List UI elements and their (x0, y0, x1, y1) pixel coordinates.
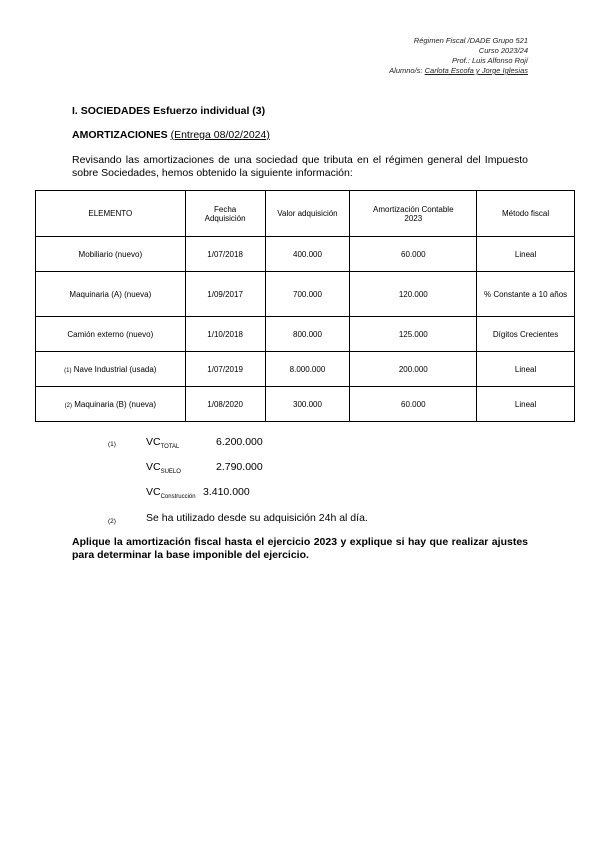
course-group: Régimen Fiscal /DADE Grupo 521 (413, 36, 528, 45)
cell-elemento: Mobiliario (nuevo) (36, 237, 186, 272)
cell-elemento (36, 387, 186, 422)
amortizaciones-label: AMORTIZACIONES (72, 129, 168, 141)
cell-elemento-text: Nave Industrial (usada) (73, 364, 157, 374)
note-2-marker: (2) (108, 518, 116, 525)
assets-table (35, 190, 575, 422)
row-note-marker: (1) (64, 367, 72, 374)
cell-elemento: Maquinaria (A) (nueva) (36, 272, 186, 317)
delivery-date: (Entrega 08/02/2024) (170, 129, 270, 141)
header-elemento: ELEMENTO (36, 191, 186, 237)
row-note-marker: (2) (64, 402, 72, 409)
amortizaciones-heading (72, 129, 270, 141)
cell-valor: 700.000 (265, 272, 350, 317)
cell-metodo: Lineal (477, 352, 575, 387)
vc-suelo-sub: SUELO (160, 469, 181, 475)
note-1-marker: (1) (108, 441, 116, 448)
header-amort-line2: 2023 (404, 213, 423, 223)
table-row (36, 352, 575, 387)
vc-label: VC (146, 436, 161, 448)
professor: Prof.: Luis Alfonso Rojí (451, 56, 528, 65)
exercise-statement: Aplique la amortización fiscal hasta el ejercicio 2023 y explique si hay que realizar ajustes para determinar la base imponible del ejercicio. (72, 536, 528, 561)
vc-suelo-row (146, 461, 181, 475)
cell-elemento (36, 352, 186, 387)
header-amort-line1: Amortización Contable (373, 204, 454, 214)
cell-amortizacion: 125.000 (350, 317, 477, 352)
cell-elemento-text: Maquinaria (B) (nueva) (74, 399, 157, 409)
intro-paragraph: Revisando las amortizaciones de una sociedad que tributa en el régimen general del Impuesto sobre Sociedades, hemos obtenido la siguiente información: (72, 154, 528, 179)
cell-elemento: Camión externo (nuevo) (36, 317, 186, 352)
document-header (389, 36, 528, 76)
vc-total-value: 6.200.000 (216, 436, 263, 448)
cell-metodo: % Constante a 10 años (477, 272, 575, 317)
table-row (36, 317, 575, 352)
vc-construccion-value: 3.410.000 (203, 486, 250, 498)
cell-valor: 800.000 (265, 317, 350, 352)
vc-total-row (146, 436, 179, 450)
header-amortizacion (350, 191, 477, 237)
students (389, 66, 528, 76)
cell-valor: 300.000 (265, 387, 350, 422)
cell-fecha: 1/07/2018 (185, 237, 265, 272)
cell-fecha: 1/08/2020 (185, 387, 265, 422)
students-label: Alumno/s: (389, 66, 425, 75)
note-2-marker-row (108, 514, 116, 526)
table-row (36, 387, 575, 422)
header-fecha-line1: Fecha (213, 204, 237, 214)
cell-valor: 8.000.000 (265, 352, 350, 387)
vc-suelo-value: 2.790.000 (216, 461, 263, 473)
students-names: Carlota Escofa y Jorge Iglesias (424, 66, 528, 75)
note-1-marker-row (108, 437, 116, 449)
table-header-row (36, 191, 575, 237)
table-row (36, 272, 575, 317)
cell-fecha: 1/09/2017 (185, 272, 265, 317)
cell-amortizacion: 120.000 (350, 272, 477, 317)
cell-metodo: Lineal (477, 387, 575, 422)
note-2-text: Se ha utilizado desde su adquisición 24h al día. (146, 512, 368, 524)
cell-metodo: Dígitos Crecientes (477, 317, 575, 352)
course-year: Curso 2023/24 (478, 46, 528, 55)
cell-amortizacion: 200.000 (350, 352, 477, 387)
vc-total-sub: TOTAL (160, 444, 180, 450)
cell-fecha: 1/10/2018 (185, 317, 265, 352)
cell-fecha: 1/07/2019 (185, 352, 265, 387)
vc-construccion-sub: Construcción (160, 494, 196, 500)
cell-valor: 400.000 (265, 237, 350, 272)
cell-amortizacion: 60.000 (350, 237, 477, 272)
header-metodo: Método fiscal (477, 191, 575, 237)
header-fecha-line2: Adquisición (204, 213, 246, 223)
vc-label: VC (146, 486, 161, 498)
vc-construccion-row (146, 486, 196, 500)
cell-metodo: Lineal (477, 237, 575, 272)
vc-label: VC (146, 461, 161, 473)
header-valor: Valor adquisición (265, 191, 350, 237)
cell-amortizacion: 60.000 (350, 387, 477, 422)
table-row (36, 237, 575, 272)
header-fecha (185, 191, 265, 237)
section-title: I. SOCIEDADES Esfuerzo individual (3) (72, 105, 266, 117)
